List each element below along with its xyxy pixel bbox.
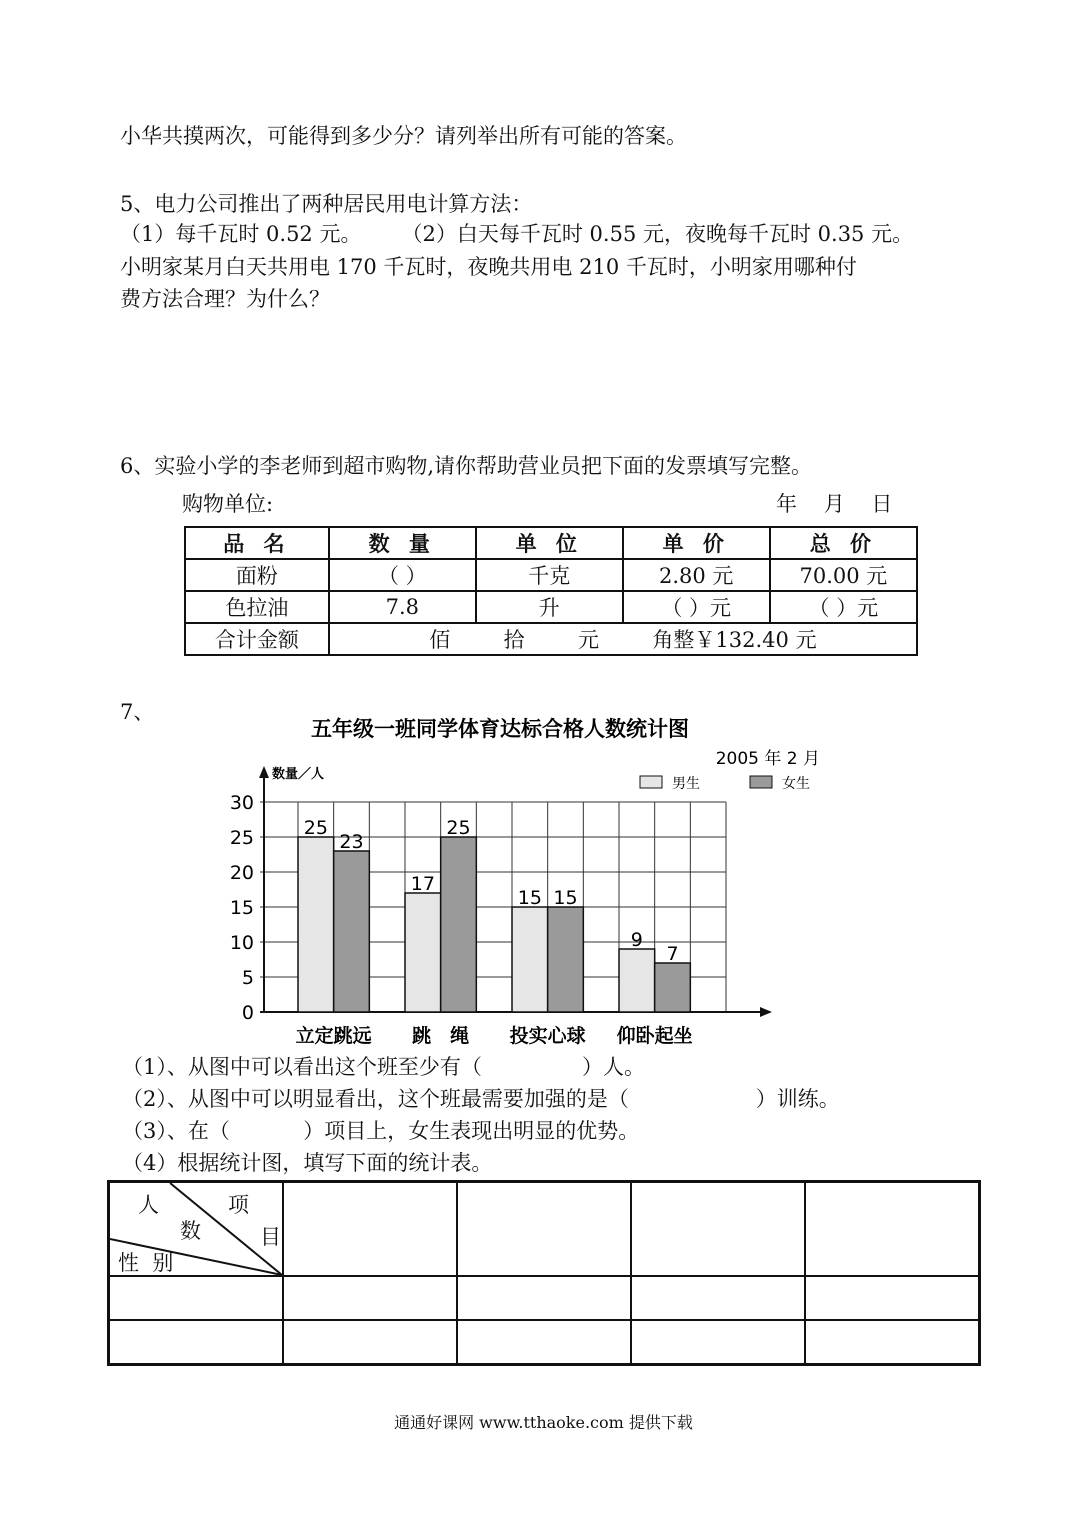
q7-question-2: （2）、从图中可以明显看出，这个班最需要加强的是（ ）训练。 bbox=[122, 1087, 840, 1111]
bar-male bbox=[405, 893, 441, 1012]
stat-cell[interactable] bbox=[283, 1320, 457, 1364]
stat-cell[interactable] bbox=[283, 1182, 457, 1277]
invoice-total-row bbox=[185, 623, 917, 655]
diagonal-header-cell bbox=[109, 1182, 284, 1277]
invoice-total-label: 合计金额 bbox=[185, 623, 329, 655]
legend-swatch-male bbox=[640, 776, 662, 788]
invoice-cell-blank: （ ） bbox=[329, 559, 476, 591]
bar-value-label: 25 bbox=[446, 817, 471, 839]
invoice-cell: 升 bbox=[476, 591, 623, 623]
invoice-header-cell: 单 位 bbox=[476, 527, 623, 559]
stat-cell[interactable] bbox=[805, 1182, 980, 1277]
bar-female bbox=[655, 963, 691, 1012]
footer-text: 通通好课网 www.tthaoke.com 提供下载 bbox=[394, 1413, 693, 1432]
stat-table bbox=[107, 1180, 981, 1366]
invoice-row bbox=[185, 559, 917, 591]
shopping-unit-label: 购物单位: bbox=[182, 492, 274, 516]
bar-male bbox=[298, 837, 334, 1012]
stat-cell[interactable] bbox=[457, 1320, 631, 1364]
q7-question-3: （3）、在（ ）项目上，女生表现出明显的优势。 bbox=[122, 1119, 640, 1143]
stat-cell[interactable] bbox=[109, 1276, 284, 1320]
bar-value-label: 23 bbox=[339, 831, 364, 853]
stat-row bbox=[109, 1320, 980, 1364]
q5-option-line: （1）每千瓦时 0.52 元。 （2）白天每千瓦时 0.55 元，夜晚每千瓦时 0.35 元。 bbox=[120, 222, 914, 246]
invoice-header-cell: 单 价 bbox=[623, 527, 770, 559]
corner-label-gender: 性 别 bbox=[118, 1251, 174, 1275]
stat-cell[interactable] bbox=[631, 1276, 805, 1320]
y-tick-label: 20 bbox=[229, 862, 254, 884]
invoice-cell: 7.8 bbox=[329, 591, 476, 623]
legend-swatch-female bbox=[750, 776, 772, 788]
q7-number: 7、 bbox=[120, 700, 155, 724]
y-tick-label: 15 bbox=[229, 897, 254, 919]
invoice-date-label: 年 月 日 bbox=[776, 492, 893, 516]
q5-text-line-3: 费方法合理？为什么？ bbox=[120, 287, 330, 311]
x-category-label: 跳 绳 bbox=[412, 1025, 470, 1047]
invoice-cell: 色拉油 bbox=[185, 591, 329, 623]
q6-title: 6、实验小学的李老师到超市购物,请你帮助营业员把下面的发票填写完整。 bbox=[120, 454, 813, 478]
y-tick-label: 25 bbox=[229, 827, 254, 849]
bar-value-label: 25 bbox=[303, 817, 328, 839]
stat-cell[interactable] bbox=[805, 1320, 980, 1364]
stat-cell[interactable] bbox=[283, 1276, 457, 1320]
q5-title: 5、电力公司推出了两种居民用电计算方法： bbox=[120, 192, 533, 216]
q7-question-1: （1）、从图中可以看出这个班至少有（ ）人。 bbox=[122, 1055, 645, 1079]
invoice-cell-blank: （ ）元 bbox=[623, 591, 770, 623]
stat-cell[interactable] bbox=[631, 1182, 805, 1277]
bar-female bbox=[334, 851, 370, 1012]
invoice-cell: 千克 bbox=[476, 559, 623, 591]
legend-label: 男生 bbox=[672, 776, 700, 792]
invoice-total-value: 佰 拾 元 角整￥132.40 元 bbox=[329, 623, 917, 655]
bar-female bbox=[548, 907, 584, 1012]
corner-label-count: 数 bbox=[180, 1219, 201, 1243]
invoice-row bbox=[185, 591, 917, 623]
stat-cell[interactable] bbox=[109, 1320, 284, 1364]
y-tick-label: 30 bbox=[229, 792, 254, 814]
invoice-header-cell: 品 名 bbox=[185, 527, 329, 559]
bar-male bbox=[512, 907, 548, 1012]
invoice-header-row bbox=[185, 527, 917, 559]
invoice-header-cell: 总 价 bbox=[770, 527, 917, 559]
corner-label-people: 人 bbox=[138, 1193, 159, 1217]
legend-label: 女生 bbox=[782, 776, 810, 792]
chart-subtitle: 2005 年 2 月 bbox=[715, 749, 820, 769]
x-axis-arrow bbox=[760, 1007, 772, 1017]
invoice-cell: 面粉 bbox=[185, 559, 329, 591]
bar-female bbox=[441, 837, 477, 1012]
chart-title: 五年级一班同学体育达标合格人数统计图 bbox=[311, 717, 689, 741]
q7-question-4: （4）根据统计图，填写下面的统计表。 bbox=[122, 1151, 493, 1175]
y-tick-label: 0 bbox=[241, 1002, 254, 1024]
invoice-header-cell: 数 量 bbox=[329, 527, 476, 559]
invoice-table bbox=[184, 526, 918, 656]
bar-value-label: 17 bbox=[410, 873, 435, 895]
x-category-label: 仰卧起坐 bbox=[616, 1025, 693, 1047]
stat-cell[interactable] bbox=[457, 1276, 631, 1320]
stat-header-row bbox=[109, 1182, 980, 1277]
bar-value-label: 15 bbox=[553, 887, 578, 909]
y-tick-label: 5 bbox=[241, 967, 254, 989]
y-axis-arrow bbox=[259, 766, 269, 778]
stat-cell[interactable] bbox=[805, 1276, 980, 1320]
bar-chart bbox=[210, 712, 830, 1052]
invoice-cell-blank: （ ）元 bbox=[770, 591, 917, 623]
x-category-label: 立定跳远 bbox=[295, 1025, 372, 1047]
q5-text-line-2: 小明家某月白天共用电 170 千瓦时，夜晚共用电 210 千瓦时，小明家用哪种付 bbox=[120, 255, 857, 279]
q4-continuation: 小华共摸两次，可能得到多少分？请列举出所有可能的答案。 bbox=[120, 124, 687, 148]
corner-label-project: 项 bbox=[228, 1193, 249, 1217]
x-category-label: 投实心球 bbox=[509, 1025, 586, 1047]
stat-cell[interactable] bbox=[631, 1320, 805, 1364]
bar-value-label: 9 bbox=[630, 929, 643, 951]
y-axis-label: 数量／人 bbox=[272, 767, 325, 782]
invoice-cell: 70.00 元 bbox=[770, 559, 917, 591]
stat-cell[interactable] bbox=[457, 1182, 631, 1277]
stat-row bbox=[109, 1276, 980, 1320]
bar-value-label: 7 bbox=[666, 943, 679, 965]
invoice-cell: 2.80 元 bbox=[623, 559, 770, 591]
bar-male bbox=[619, 949, 655, 1012]
corner-label-mu: 目 bbox=[260, 1225, 281, 1249]
y-tick-label: 10 bbox=[229, 932, 254, 954]
bar-value-label: 15 bbox=[517, 887, 542, 909]
